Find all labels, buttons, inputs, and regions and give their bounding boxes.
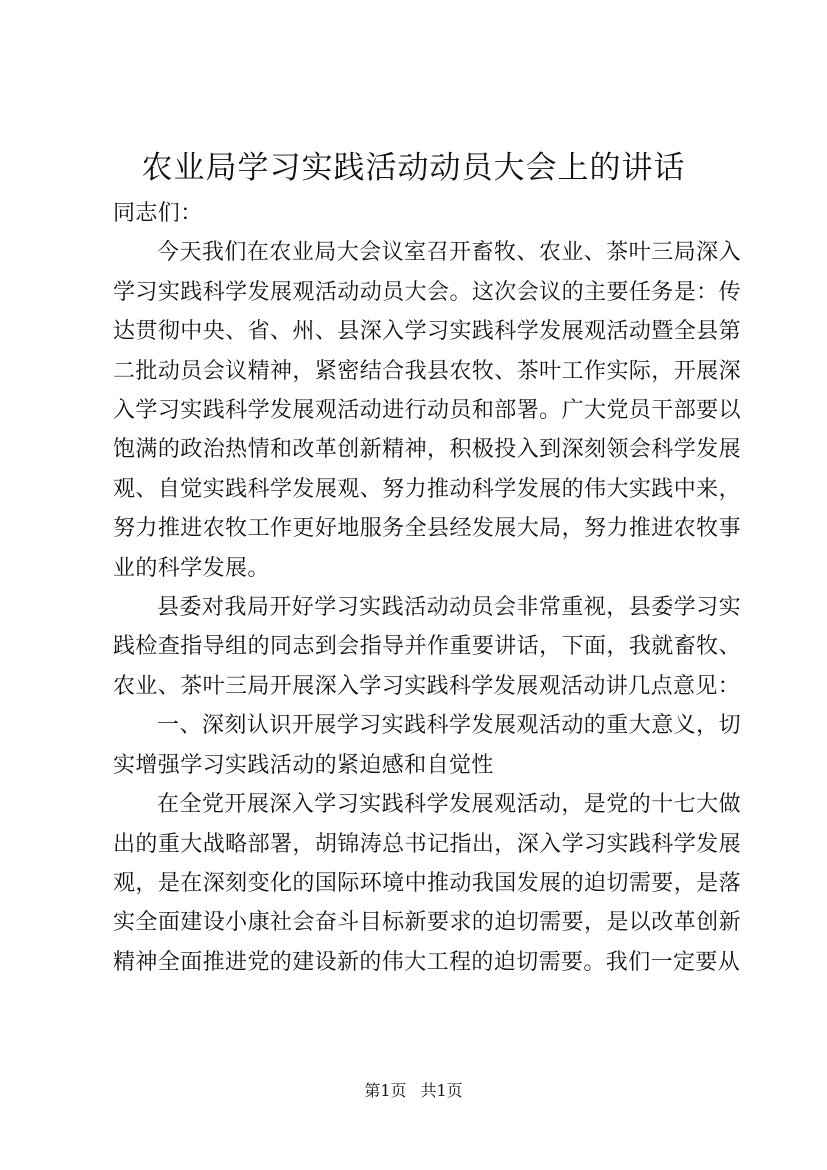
document-body — [113, 194, 741, 982]
paragraph-opening: 今天我们在农业局大会议室召开畜牧、农业、茶叶三局深入学习实践科学发展观活动动员大会。这次会议的主要任务是：传达贯彻中央、省、州、县深入学习实践科学发展观活动暨全县第二批动员会议精神，紧密结合我县农牧、茶叶工作实际，开展深入学习实践科学发展观活动进行动员和部署。广大党员干部要以饱满的政治热情和改革创新精神，积极投入到深刻领会科学发展观、自觉实践科学发展观、努力推动科学发展的伟大实践中来，努力推进农牧工作更好地服务全县经发展大局，努力推进农牧事业的科学发展。 — [113, 240, 741, 581]
document-title: 农业局学习实践活动动员大会上的讲话 — [141, 150, 686, 186]
page-total: 共1页 — [420, 1081, 463, 1100]
section-heading-1: 一、深刻认识开展学习实践科学发展观活动的重大意义，切实增强学习实践活动的紧迫感和自觉性 — [113, 713, 741, 778]
paragraph-section-1: 在全党开展深入学习实践科学发展观活动，是党的十七大做出的重大战略部署，胡锦涛总书记指出，深入学习实践科学发展观，是在深刻变化的国际环境中推动我国发展的迫切需要，是落实全面建设小康社会奋斗目标新要求的迫切需要，是以改革创新精神全面推进党的建设新的伟大工程的迫切需要。我们一定要从 — [113, 792, 741, 975]
salutation: 同志们： — [113, 201, 203, 226]
paragraph-intro-points: 县委对我局开好学习实践活动动员会非常重视，县委学习实践检查指导组的同志到会指导并作重要讲话，下面，我就畜牧、农业、茶叶三局开展深入学习实践科学发展观活动讲几点意见： — [113, 595, 741, 699]
page-number: 第1页 — [364, 1081, 407, 1100]
page-footer — [0, 1079, 827, 1103]
